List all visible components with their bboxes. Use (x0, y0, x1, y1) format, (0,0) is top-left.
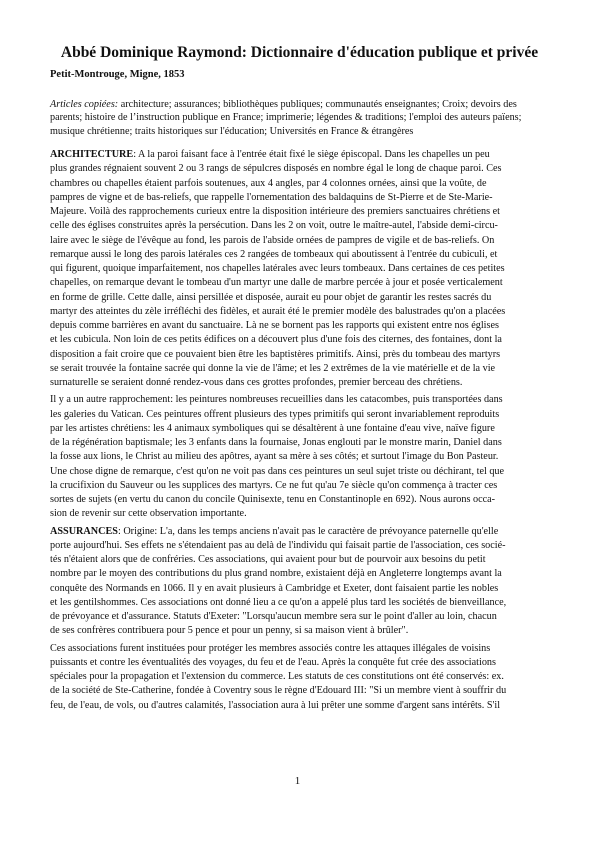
line-text: de prévoyance et d'assurance. Statuts d'Exeter: "Lorsqu'aucun membre sera sur le point d'aller au loin, chacun (50, 611, 497, 623)
text-line (50, 493, 549, 507)
line-text: surnaturelle se seraient donné rendez-vous dans ces grottes profondes, premier berceau des chrétiens. (50, 377, 463, 389)
line-text: de la régénération baptismale; les 3 enfants dans la fournaise, Jonas englouti par le monstre marin, Daniel dans (50, 437, 502, 449)
copied-articles-list (50, 98, 549, 138)
text-line (50, 333, 549, 347)
text-line (50, 205, 549, 219)
body-paragraph (50, 148, 549, 390)
text-line (50, 362, 549, 376)
text-line (50, 539, 549, 553)
text-line (50, 234, 549, 248)
line-text: plus grandes régnaient souvent 2 ou 3 rangs de sépulcres disposés en nombre égal le long de chaque paroi. Ces (50, 163, 502, 175)
text-line (50, 582, 549, 596)
line-text: et les cubicula. Non loin de ces petits édifices on a découvert plus d'une fois des citernes, des fontaines, dont la (50, 334, 502, 346)
text-line (50, 450, 549, 464)
line-text: porte aujourd'hui. Ses effets ne s'étendaient pas au delà de l'individu qui faisait partie de l'association, ces socié- (50, 539, 506, 551)
text-line (50, 699, 549, 713)
text-line (50, 248, 549, 262)
copied-articles-label: Articles copiées: (50, 99, 119, 110)
line-text: les galeries du Vatican. Ces peintures offrent plusieurs des types primitifs qui seront invariablement reproduits (50, 408, 500, 420)
line-text: remarque aussi le long des parois latérales ces 2 rangées de tombeaux qui aboutissent à l'entrée du cubiculi, et (50, 248, 498, 260)
body-paragraph (50, 393, 549, 521)
text-line (50, 656, 549, 670)
line-text: : Origine: L'a, dans les temps anciens n'avait pas le caractère de prévoyance paternelle qu'elle (117, 525, 499, 537)
line-text: Il y a un autre rapprochement: les peintures nombreuses recueillies dans les catacombes, puis transportées dans (50, 394, 503, 406)
text-line (50, 624, 549, 638)
publication-imprint: Petit-Montrouge, Migne, 1853 (50, 69, 185, 80)
line-text: sion de revenir sur cette observation importante. (50, 508, 247, 520)
document-title: Abbé Dominique Raymond: Dictionnaire d'éducation publique et privée (60, 44, 539, 61)
entry-heading: ARCHITECTURE (50, 149, 134, 161)
text-line (50, 422, 549, 436)
text-line (50, 479, 549, 493)
page-number: 1 (294, 775, 301, 787)
line-text: de la société de Ste-Catherine, fondée à Coventry sous le règne d'Edouard III: "Si un membre vient à souffrir du (50, 685, 507, 697)
line-text: chapelles, on remarque devant le tombeau d'un martyr une dalle de marbre percée à jour et posée verticalement (50, 277, 503, 289)
line-text: Une chose digne de remarque, c'est qu'on ne voit pas dans ces peintures un seul sujet triste ou déchirant, tel que (50, 465, 505, 477)
text-line (50, 393, 549, 407)
line-text: laire avec le siège de l'évêque au fond, les parois de l'abside ornées de pampres de vigile et de bas-reliefs. On (50, 234, 495, 246)
line-text: martyr des atteintes du zèle irréfléchi des fidèles, et aurait été le premier modèle des balustrades qu'on a placées (50, 305, 506, 317)
text-line (50, 305, 549, 319)
text-line (50, 177, 549, 191)
line-text: en forme de grille. Cette dalle, ainsi persillée et disposée, aurait eu pour objet de garantir les restes sacrés du (50, 291, 492, 303)
line-text: feu, de l'eau, de vols, ou d'autres calamités, l'association aura à lui prêter une somme d'argent sans intérêts. S'il (50, 699, 501, 711)
line-text: depuis comme barrières en avant du sanctuaire. Là ne se bornent pas les rapports qui existent entre nos églises (50, 320, 499, 332)
line-text: tés n'étaient alors que de confréries. Ces associations, qui avaient pour but de pourvoir aux besoins du petit (50, 554, 486, 566)
text-line (50, 684, 549, 698)
entry-heading: ASSURANCES (50, 525, 118, 537)
copied-articles-text: architecture; assurances; bibliothèques publiques; communautés enseignantes; Croix; devoirs des parents; histoire de l’instruction publique en France; imprimerie; légendes & traditions; l'emploi des auteurs païens; musique chrétienne; traits historiques sur l'éducation; Universités en France & étrangères (50, 99, 522, 137)
text-line (50, 319, 549, 333)
article-body (50, 148, 549, 713)
line-text: qui figurent, quoique imparfaitement, nos chapelles latérales avec leurs tombeaux. Dans certaines de ces petites (50, 263, 505, 275)
text-line (50, 465, 549, 479)
text-line (50, 148, 549, 162)
line-text: conquête des Normands en 1066. Il y en avait plusieurs à Cambridge et Exeter, dont faisaient partie les nobles (50, 582, 499, 594)
text-line (50, 642, 549, 656)
line-text: la crucifixion du Sauveur ou les supplices des martyrs. Ce ne fut qu'au 7e siècle qu'on commença à tracter ces (50, 479, 498, 491)
text-line (50, 670, 549, 684)
line-text: : A la paroi faisant face à l'entrée était fixé le siège épiscopal. Dans les chapelles un peu (133, 149, 490, 161)
text-line (50, 291, 549, 305)
line-text: celle des églises construites après la persécution. Dans les 2 on voit, outre le maître-autel, l'abside demi-circu- (50, 220, 498, 232)
line-text: la fosse aux lions, le Christ au milieu des apôtres, ayant sa mère à ses côtés; et surtout l'image du Bon Pasteur. (50, 451, 499, 463)
text-line (50, 348, 549, 362)
text-line (50, 162, 549, 176)
line-text: disposition a fait croire que ce pouvaient bien être les baptistères primitifs. Ainsi, près du tombeau des martyrs (50, 348, 501, 360)
text-line (50, 507, 549, 521)
text-line (50, 610, 549, 624)
line-text: pampres de vigne et de bas-reliefs, que rappelle l'ornementation des baldaquins de St-Pierre et de Ste-Marie- (50, 191, 493, 203)
text-line (50, 408, 549, 422)
line-text: chambres ou chapelles étaient parfois soutenues, aux 4 angles, par 4 colonnes ornées, ainsi que la voûte, de (50, 177, 487, 189)
text-line (50, 376, 549, 390)
line-text: par les artistes chrétiens: les 4 animaux symboliques qui se désaltèrent à une fontaine d'eau vive, naïve figure (50, 422, 495, 434)
line-text: nombre par le moyen des contributions du plus grand nombre, existaient déjà en Angleterre longtemps avant la (50, 568, 502, 580)
text-line (50, 262, 549, 276)
text-line (50, 525, 549, 539)
line-text: de ses confrères contribuera pour 5 pence et pour un penny, si sa maison vient à brûler". (50, 625, 409, 637)
text-line (50, 191, 549, 205)
line-text: sortes de sujets (en vertu du canon du concile Quinisexte, tenu en Constantinople en 692). Nous aurons occa- (50, 494, 496, 506)
text-line (50, 596, 549, 610)
line-text: et les gentilshommes. Ces associations ont donné lieu a ce qu'on a appelé plus tard les sociétés de bienveillance, (50, 596, 507, 608)
line-text: Majeure. Voilà des rapprochements curieux entre la disposition intérieure des premiers sanctuaires chrétiens et (50, 206, 500, 218)
text-line (50, 436, 549, 450)
line-text: spéciales pour la propagation et l'extension du commerce. Les statuts de ces constitutions ont été conservés: ex. (50, 671, 504, 683)
text-line (50, 219, 549, 233)
text-line (50, 553, 549, 567)
text-line (50, 567, 549, 581)
text-line (50, 276, 549, 290)
line-text: se serait trouvée la fontaine sacrée qui donne la vie de l'âme; et les 2 extrêmes de la vie matérielle et de la vie (50, 362, 496, 374)
line-text: Ces associations furent instituées pour protéger les membres associés contre les attaques illégales de voisins (50, 642, 491, 654)
line-text: puissants et contre les éventualités des voyages, du feu et de l'eau. Après la conquête fut crée des associations (50, 656, 496, 668)
body-paragraph (50, 642, 549, 713)
body-paragraph (50, 525, 549, 639)
